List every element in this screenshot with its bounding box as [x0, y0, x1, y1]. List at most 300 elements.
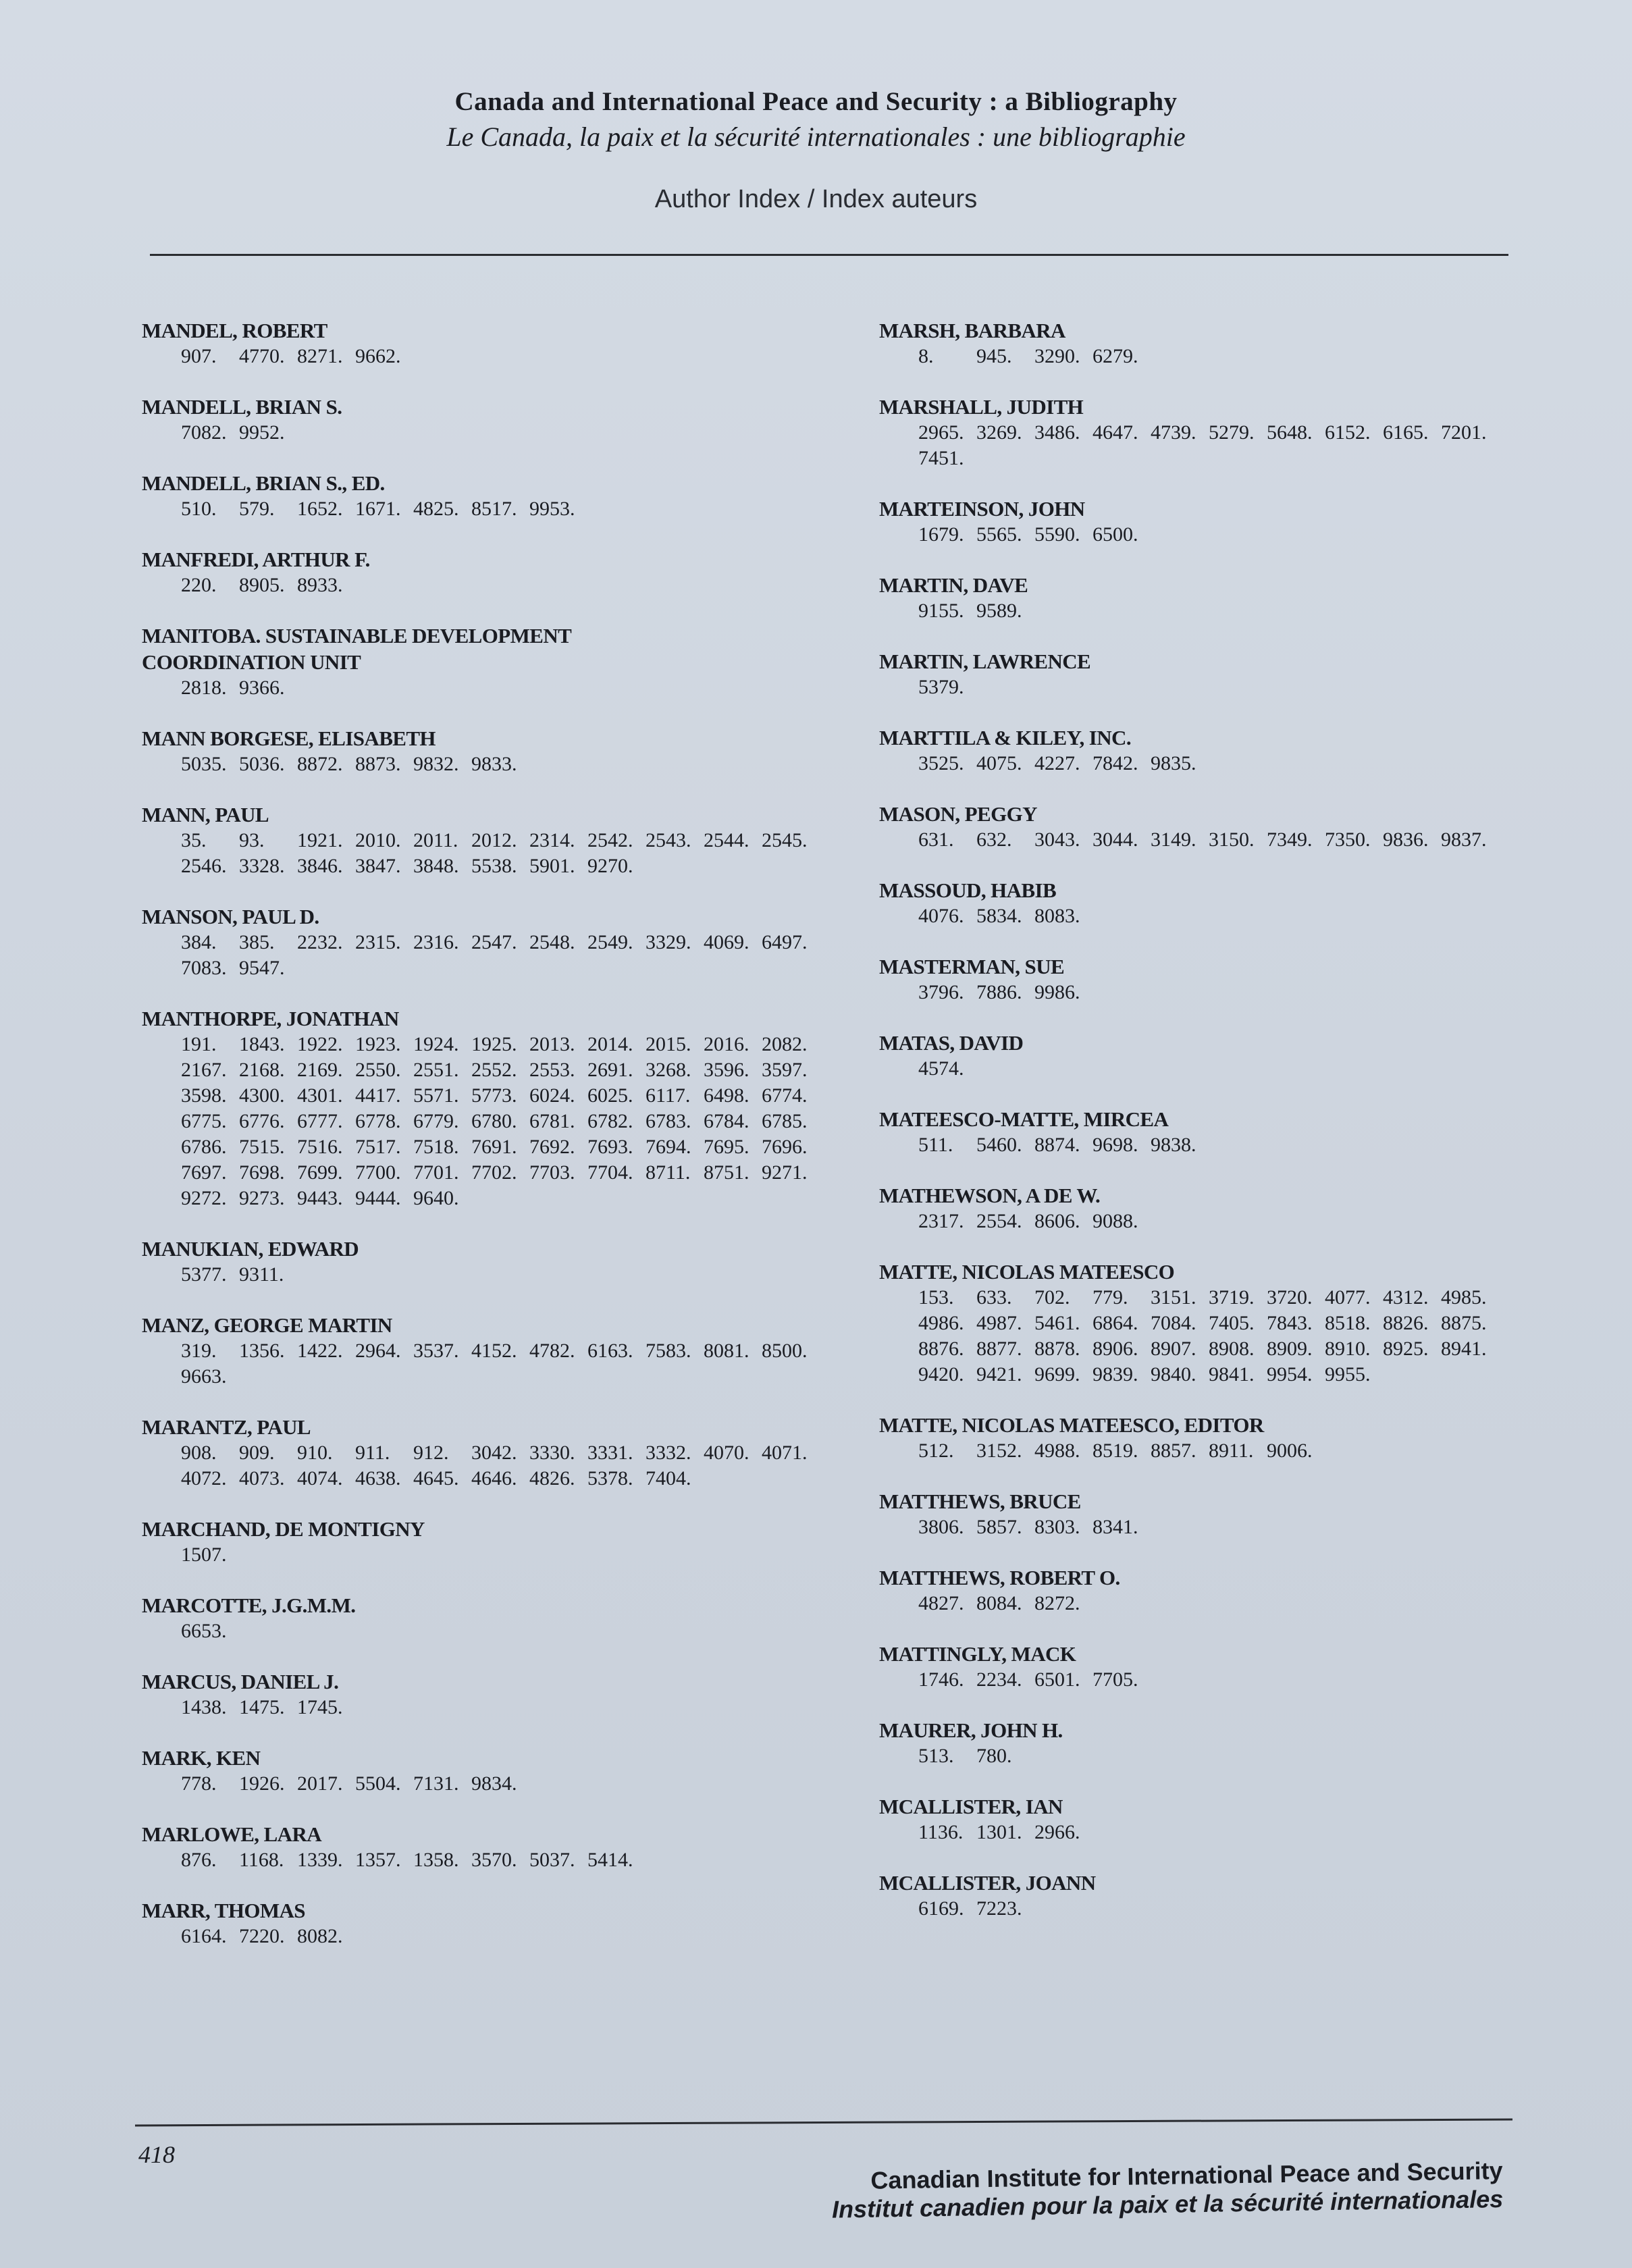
- reference-numbers: [142, 1924, 844, 1949]
- reference-number: 5378.: [587, 1467, 633, 1489]
- reference-number: 9366.: [239, 677, 285, 699]
- reference-number: 2965.: [918, 421, 964, 444]
- reference-number: 3846.: [297, 855, 343, 877]
- reference-number: 6786.: [181, 1136, 227, 1158]
- author-entry: [142, 801, 844, 879]
- reference-number: 5648.: [1267, 421, 1313, 444]
- reference-number: 6653.: [181, 1620, 227, 1642]
- reference-number: 3331.: [587, 1442, 633, 1464]
- author-entry: [142, 1592, 844, 1644]
- author-name: MARLOWE, LARA: [142, 1822, 322, 1846]
- author-entry: [142, 1516, 844, 1568]
- reference-number: 513.: [918, 1745, 954, 1767]
- author-name: MANSON, PAUL D.: [142, 905, 319, 928]
- author-name: MARSHALL, JUDITH: [879, 395, 1084, 419]
- reference-number: 4770.: [239, 345, 285, 367]
- reference-number: 7405.: [1209, 1312, 1255, 1334]
- reference-number: 8877.: [976, 1338, 1022, 1360]
- reference-number: 1921.: [297, 829, 343, 851]
- reference-number: 945.: [976, 345, 1012, 367]
- reference-number: 1356.: [239, 1340, 285, 1362]
- reference-number: 8081.: [704, 1340, 749, 1362]
- reference-number: 8905.: [239, 574, 285, 596]
- reference-numbers: [879, 1743, 1541, 1769]
- author-entry: [142, 394, 844, 446]
- author-entry: [142, 1236, 844, 1288]
- reference-number: 7697.: [181, 1161, 227, 1184]
- author-entry: [142, 903, 844, 981]
- reference-number: 2016.: [704, 1033, 749, 1055]
- reference-numbers: [879, 1514, 1541, 1540]
- reference-number: 9838.: [1151, 1134, 1196, 1156]
- reference-number: 6776.: [239, 1110, 285, 1132]
- reference-number: 911.: [355, 1442, 390, 1464]
- reference-numbers: [879, 827, 1541, 853]
- reference-number: 8500.: [762, 1340, 808, 1362]
- reference-numbers: [879, 598, 1541, 624]
- reference-number: 8907.: [1151, 1338, 1196, 1360]
- reference-number: 9662.: [355, 345, 401, 367]
- reference-number: 6775.: [181, 1110, 227, 1132]
- reference-number: 9837.: [1441, 828, 1487, 851]
- author-name: MANTHORPE, JONATHAN: [142, 1007, 399, 1030]
- reference-number: 4300.: [239, 1084, 285, 1107]
- reference-number: 6024.: [529, 1084, 575, 1107]
- reference-numbers: [142, 751, 844, 777]
- entry-spacer: [879, 853, 1541, 877]
- reference-number: 1922.: [297, 1033, 343, 1055]
- reference-number: 4152.: [471, 1340, 517, 1362]
- author-entry: [879, 1030, 1541, 1082]
- reference-number: 3597.: [762, 1059, 808, 1081]
- reference-number: 3848.: [413, 855, 459, 877]
- reference-number: 8933.: [297, 574, 343, 596]
- reference-number: 6780.: [471, 1110, 517, 1132]
- reference-number: 7695.: [704, 1136, 749, 1158]
- reference-number: 2544.: [704, 829, 749, 851]
- author-name: MATTHEWS, ROBERT O.: [879, 1566, 1120, 1589]
- reference-number: 4827.: [918, 1592, 964, 1614]
- reference-number: 7220.: [239, 1925, 285, 1947]
- reference-number: 2550.: [355, 1059, 401, 1081]
- reference-number: 8517.: [471, 498, 517, 520]
- reference-number: 9589.: [976, 600, 1022, 622]
- entry-spacer: [879, 1005, 1541, 1030]
- reference-number: 9088.: [1093, 1210, 1138, 1232]
- reference-number: 4227.: [1034, 752, 1080, 774]
- author-name: MARCUS, DANIEL J.: [142, 1670, 339, 1693]
- reference-number: 2010.: [355, 829, 401, 851]
- reference-number: 4071.: [762, 1442, 808, 1464]
- reference-number: 7201.: [1441, 421, 1487, 444]
- reference-number: 2554.: [976, 1210, 1022, 1232]
- reference-numbers: [879, 1591, 1541, 1616]
- author-entry: [879, 317, 1541, 369]
- reference-number: 1745.: [297, 1696, 343, 1718]
- reference-number: 5857.: [976, 1516, 1022, 1538]
- reference-number: 8909.: [1267, 1338, 1313, 1360]
- reference-number: 2015.: [646, 1033, 691, 1055]
- reference-number: 4072.: [181, 1467, 227, 1489]
- reference-number: 6500.: [1093, 523, 1138, 546]
- reference-number: 6777.: [297, 1110, 343, 1132]
- reference-number: 5571.: [413, 1084, 459, 1107]
- entry-spacer: [879, 624, 1541, 648]
- reference-number: 6782.: [587, 1110, 633, 1132]
- reference-number: 8751.: [704, 1161, 749, 1184]
- reference-number: 4987.: [976, 1312, 1022, 1334]
- author-index-left-column: [142, 317, 844, 1949]
- reference-number: 7349.: [1267, 828, 1313, 851]
- reference-number: 3719.: [1209, 1286, 1255, 1309]
- reference-number: 912.: [413, 1442, 449, 1464]
- reference-number: 3596.: [704, 1059, 749, 1081]
- reference-numbers: [879, 751, 1541, 776]
- author-entry: [879, 1259, 1541, 1388]
- reference-number: 3043.: [1034, 828, 1080, 851]
- reference-number: 2691.: [587, 1059, 633, 1081]
- page-number: 418: [138, 2141, 175, 2168]
- reference-number: 385.: [239, 931, 275, 953]
- reference-numbers: [879, 1285, 1541, 1388]
- reference-number: 1422.: [297, 1340, 343, 1362]
- reference-number: 511.: [918, 1134, 953, 1156]
- reference-numbers: [142, 573, 844, 598]
- author-entry: [879, 1717, 1541, 1769]
- author-entry: [142, 1745, 844, 1797]
- reference-number: 8711.: [646, 1161, 691, 1184]
- reference-number: 8082.: [297, 1925, 343, 1947]
- reference-number: 6498.: [704, 1084, 749, 1107]
- author-name: MARR, THOMAS: [142, 1899, 305, 1922]
- reference-number: 9443.: [297, 1187, 343, 1209]
- reference-number: 2314.: [529, 829, 575, 851]
- reference-number: 319.: [181, 1340, 217, 1362]
- reference-number: 4985.: [1441, 1286, 1487, 1309]
- reference-number: 2168.: [239, 1059, 285, 1081]
- reference-numbers: [142, 1338, 844, 1390]
- reference-number: 3328.: [239, 855, 285, 877]
- reference-number: 9955.: [1325, 1363, 1371, 1386]
- reference-number: 1679.: [918, 523, 964, 546]
- institute-name-french: Institut canadien pour la paix et la sécurité internationales: [831, 2184, 1504, 2223]
- reference-number: 5460.: [976, 1134, 1022, 1156]
- reference-number: 7223.: [976, 1897, 1022, 1920]
- reference-number: 9640.: [413, 1187, 459, 1209]
- reference-number: 4069.: [704, 931, 749, 953]
- reference-number: 909.: [239, 1442, 275, 1464]
- reference-number: 9952.: [239, 421, 285, 444]
- reference-number: 8826.: [1383, 1312, 1429, 1334]
- reference-number: 2017.: [297, 1772, 343, 1795]
- reference-number: 7886.: [976, 981, 1022, 1003]
- reference-number: 4647.: [1093, 421, 1138, 444]
- author-name: MATTE, NICOLAS MATEESCO: [879, 1260, 1175, 1284]
- author-entry: [879, 877, 1541, 929]
- reference-number: 2316.: [413, 931, 459, 953]
- reference-number: 191.: [181, 1033, 217, 1055]
- reference-number: 2964.: [355, 1340, 401, 1362]
- reference-number: 6785.: [762, 1110, 808, 1132]
- reference-number: 7699.: [297, 1161, 343, 1184]
- entry-spacer: [879, 1845, 1541, 1870]
- reference-number: 4638.: [355, 1467, 401, 1489]
- reference-number: 8083.: [1034, 905, 1080, 927]
- reference-number: 4073.: [239, 1467, 285, 1489]
- reference-number: 3598.: [181, 1084, 227, 1107]
- reference-number: 7583.: [646, 1340, 691, 1362]
- reference-number: 8908.: [1209, 1338, 1255, 1360]
- reference-number: 9839.: [1093, 1363, 1138, 1386]
- reference-number: 7705.: [1093, 1668, 1138, 1691]
- reference-numbers: [879, 1667, 1541, 1693]
- reference-number: 3486.: [1034, 421, 1080, 444]
- author-entry: [879, 1564, 1541, 1616]
- reference-number: 6497.: [762, 931, 808, 953]
- reference-number: 9954.: [1267, 1363, 1313, 1386]
- reference-number: 8911.: [1209, 1440, 1254, 1462]
- reference-number: 2551.: [413, 1059, 459, 1081]
- author-entry: [142, 623, 844, 701]
- reference-numbers: [142, 1032, 844, 1211]
- reference-number: 2013.: [529, 1033, 575, 1055]
- author-entry: [142, 1414, 844, 1492]
- reference-number: 6784.: [704, 1110, 749, 1132]
- author-entry: [142, 1312, 844, 1390]
- reference-number: 779.: [1093, 1286, 1128, 1309]
- reference-number: 4074.: [297, 1467, 343, 1489]
- reference-number: 7516.: [297, 1136, 343, 1158]
- reference-numbers: [879, 420, 1541, 471]
- entry-spacer: [142, 777, 844, 801]
- reference-numbers: [879, 903, 1541, 929]
- entry-spacer: [879, 471, 1541, 496]
- reference-number: 5773.: [471, 1084, 517, 1107]
- author-entry: [142, 470, 844, 522]
- reference-number: 2553.: [529, 1059, 575, 1081]
- reference-numbers: [879, 1896, 1541, 1922]
- reference-number: 7702.: [471, 1161, 517, 1184]
- page-header: [0, 86, 1632, 214]
- entry-spacer: [879, 1464, 1541, 1488]
- reference-number: 3332.: [646, 1442, 691, 1464]
- entry-spacer: [879, 776, 1541, 801]
- reference-number: 9953.: [529, 498, 575, 520]
- reference-number: 4075.: [976, 752, 1022, 774]
- reference-numbers: [879, 980, 1541, 1005]
- author-entry: [142, 1821, 844, 1873]
- reference-numbers: [142, 496, 844, 522]
- reference-number: 2234.: [976, 1668, 1022, 1691]
- reference-number: 5834.: [976, 905, 1022, 927]
- reference-number: 907.: [181, 345, 217, 367]
- reference-number: 1168.: [239, 1849, 284, 1871]
- author-entry: [879, 724, 1541, 776]
- reference-number: 9420.: [918, 1363, 964, 1386]
- author-name: MARTEINSON, JOHN: [879, 497, 1085, 521]
- reference-number: 1923.: [355, 1033, 401, 1055]
- reference-number: 6778.: [355, 1110, 401, 1132]
- reference-numbers: [142, 1440, 844, 1492]
- reference-number: 7451.: [918, 447, 964, 469]
- reference-numbers: [879, 675, 1541, 700]
- author-entry: [879, 1488, 1541, 1540]
- reference-number: 5279.: [1209, 421, 1255, 444]
- author-entry: [142, 1668, 844, 1720]
- reference-number: 2547.: [471, 931, 517, 953]
- author-name: MANUKIAN, EDWARD: [142, 1237, 359, 1261]
- reference-number: 9835.: [1151, 752, 1196, 774]
- entry-spacer: [879, 1616, 1541, 1641]
- reference-number: 8271.: [297, 345, 343, 367]
- reference-number: 9840.: [1151, 1363, 1196, 1386]
- author-name: MARANTZ, PAUL: [142, 1415, 311, 1439]
- reference-numbers: [142, 1618, 844, 1644]
- reference-number: 9834.: [471, 1772, 517, 1795]
- reference-number: 8872.: [297, 753, 343, 775]
- reference-number: 8341.: [1093, 1516, 1138, 1538]
- reference-number: 1507.: [181, 1544, 227, 1566]
- author-name: MANDELL, BRIAN S.: [142, 395, 342, 419]
- reference-number: 7515.: [239, 1136, 285, 1158]
- author-entry: [879, 801, 1541, 853]
- entry-spacer: [142, 446, 844, 470]
- author-name: MANDEL, ROBERT: [142, 319, 327, 342]
- author-entry: [879, 1106, 1541, 1158]
- author-name: MASSOUD, HABIB: [879, 878, 1057, 902]
- author-name: MARTIN, DAVE: [879, 573, 1028, 597]
- reference-number: 2014.: [587, 1033, 633, 1055]
- entry-spacer: [142, 369, 844, 394]
- entry-spacer: [879, 369, 1541, 394]
- reference-number: 631.: [918, 828, 954, 851]
- reference-number: 7698.: [239, 1161, 285, 1184]
- reference-number: 6779.: [413, 1110, 459, 1132]
- entry-spacer: [879, 1234, 1541, 1259]
- reference-number: 7084.: [1151, 1312, 1196, 1334]
- author-entry: [142, 1005, 844, 1211]
- author-entry: [142, 317, 844, 369]
- reference-number: 9663.: [181, 1365, 227, 1388]
- reference-number: 7696.: [762, 1136, 808, 1158]
- author-name: MATTE, NICOLAS MATEESCO, EDITOR: [879, 1413, 1264, 1437]
- author-name: MASTERMAN, SUE: [879, 955, 1065, 978]
- entry-spacer: [879, 1769, 1541, 1793]
- reference-number: 2167.: [181, 1059, 227, 1081]
- reference-numbers: [142, 1847, 844, 1873]
- reference-number: 9270.: [587, 855, 633, 877]
- reference-number: 4646.: [471, 1467, 517, 1489]
- reference-number: 4645.: [413, 1467, 459, 1489]
- reference-number: 3806.: [918, 1516, 964, 1538]
- reference-number: 8874.: [1034, 1134, 1080, 1156]
- entry-spacer: [879, 548, 1541, 572]
- reference-number: 4826.: [529, 1467, 575, 1489]
- author-entry: [879, 1641, 1541, 1693]
- author-name: MARCHAND, DE MONTIGNY: [142, 1517, 425, 1541]
- reference-number: 3151.: [1151, 1286, 1196, 1309]
- entry-spacer: [879, 1693, 1541, 1717]
- reference-number: 1136.: [918, 1821, 964, 1843]
- entry-spacer: [142, 1211, 844, 1236]
- reference-number: 2232.: [297, 931, 343, 953]
- reference-number: 8925.: [1383, 1338, 1429, 1360]
- reference-numbers: [879, 1438, 1541, 1464]
- reference-number: 6783.: [646, 1110, 691, 1132]
- entry-spacer: [142, 1492, 844, 1516]
- author-name: MARTIN, LAWRENCE: [879, 650, 1091, 673]
- reference-number: 7404.: [646, 1467, 691, 1489]
- author-entry: [879, 394, 1541, 471]
- reference-number: 3525.: [918, 752, 964, 774]
- reference-number: 876.: [181, 1849, 217, 1871]
- reference-number: 6163.: [587, 1340, 633, 1362]
- reference-number: 3042.: [471, 1442, 517, 1464]
- reference-number: 6864.: [1093, 1312, 1138, 1334]
- reference-number: 1475.: [239, 1696, 285, 1718]
- reference-number: 8910.: [1325, 1338, 1371, 1360]
- reference-number: 3268.: [646, 1059, 691, 1081]
- reference-number: 1652.: [297, 498, 343, 520]
- reference-numbers: [142, 930, 844, 981]
- reference-number: 7350.: [1325, 828, 1371, 851]
- entry-spacer: [142, 701, 844, 725]
- reference-number: 8303.: [1034, 1516, 1080, 1538]
- reference-number: 2552.: [471, 1059, 517, 1081]
- reference-number: 7693.: [587, 1136, 633, 1158]
- reference-number: 8.: [918, 345, 934, 367]
- reference-number: 8084.: [976, 1592, 1022, 1614]
- reference-number: 5461.: [1034, 1312, 1080, 1334]
- reference-number: 1926.: [239, 1772, 285, 1795]
- reference-number: 8876.: [918, 1338, 964, 1360]
- reference-number: 9986.: [1034, 981, 1080, 1003]
- reference-number: 702.: [1034, 1286, 1070, 1309]
- reference-number: 153.: [918, 1286, 954, 1309]
- reference-number: 6164.: [181, 1925, 227, 1947]
- reference-number: 3150.: [1209, 828, 1255, 851]
- reference-number: 4574.: [918, 1057, 964, 1080]
- entry-spacer: [879, 1082, 1541, 1106]
- reference-numbers: [879, 1820, 1541, 1845]
- reference-number: 2818.: [181, 677, 227, 699]
- reference-number: 4988.: [1034, 1440, 1080, 1462]
- reference-number: 9272.: [181, 1187, 227, 1209]
- reference-number: 6025.: [587, 1084, 633, 1107]
- reference-number: 2082.: [762, 1033, 808, 1055]
- reference-number: 579.: [239, 498, 275, 520]
- reference-number: 2966.: [1034, 1821, 1080, 1843]
- entry-spacer: [142, 1390, 844, 1414]
- entry-spacer: [879, 700, 1541, 724]
- reference-numbers: [142, 675, 844, 701]
- reference-numbers: [142, 344, 844, 369]
- reference-number: 7518.: [413, 1136, 459, 1158]
- author-entry: [142, 725, 844, 777]
- reference-number: 5037.: [529, 1849, 575, 1871]
- reference-number: 9698.: [1093, 1134, 1138, 1156]
- reference-number: 9311.: [239, 1263, 284, 1286]
- reference-number: 9836.: [1383, 828, 1429, 851]
- reference-number: 4986.: [918, 1312, 964, 1334]
- author-name: MARCOTTE, J.G.M.M.: [142, 1593, 356, 1617]
- reference-number: 5901.: [529, 855, 575, 877]
- reference-number: 8878.: [1034, 1338, 1080, 1360]
- author-name: MANN, PAUL: [142, 803, 269, 826]
- author-name: MATEESCO-MATTE, MIRCEA: [879, 1107, 1169, 1131]
- reference-number: 4070.: [704, 1442, 749, 1464]
- reference-number: 3720.: [1267, 1286, 1313, 1309]
